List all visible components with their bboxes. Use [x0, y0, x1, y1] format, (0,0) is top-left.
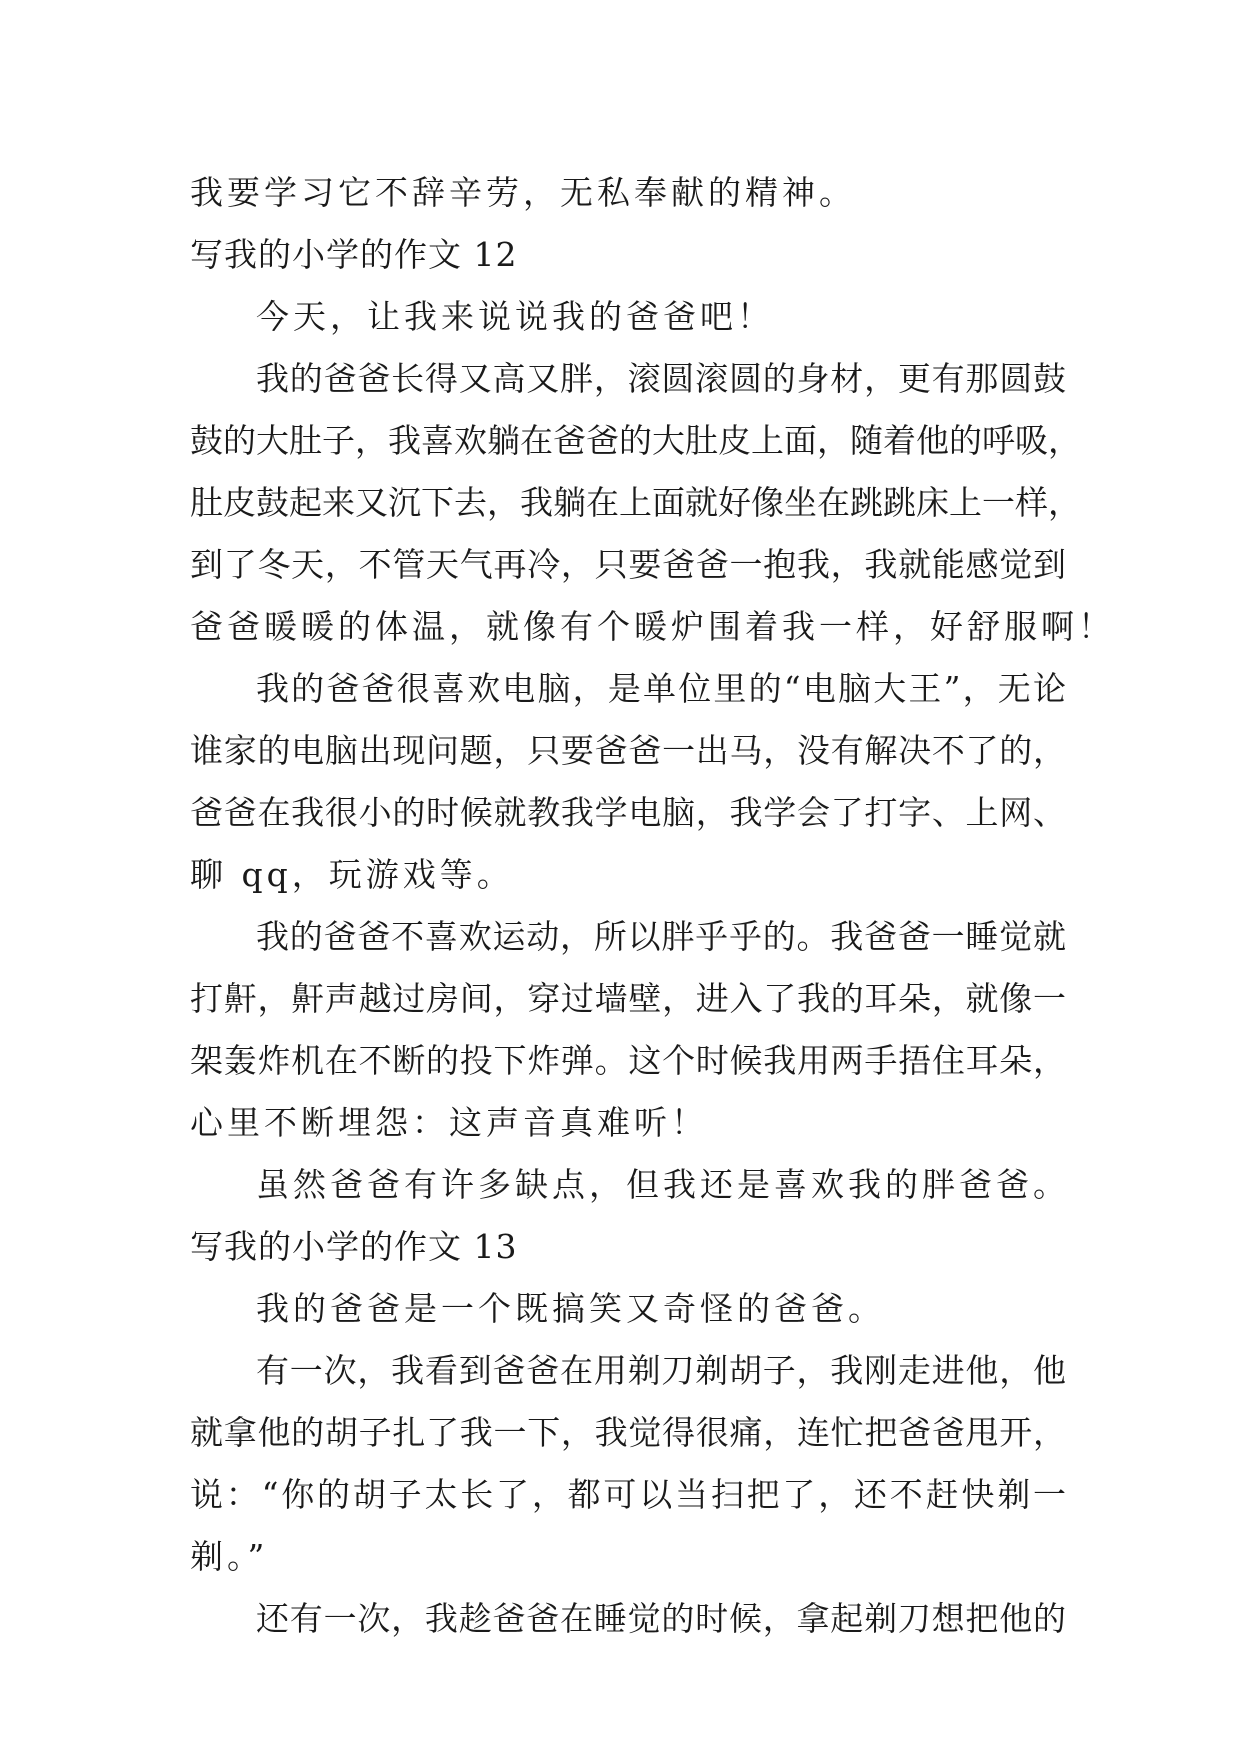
paragraph-line: 虽然爸爸有许多缺点，但我还是喜欢我的胖爸爸。 [256, 1165, 1070, 1204]
paragraph-line: 今天，让我来说说我的爸爸吧！ [256, 297, 774, 336]
paragraph-line: 有一次，我看到爸爸在用剃刀剃胡子，我刚走进他，他 [256, 1351, 1066, 1390]
paragraph-line: 聊 qq，玩游戏等。 [190, 855, 514, 894]
essay-heading: 写我的小学的作文 12 [190, 235, 518, 274]
document-body [190, 162, 1115, 1650]
paragraph-line: 我的爸爸不喜欢运动，所以胖乎乎的。我爸爸一睡觉就 [256, 917, 1066, 956]
paragraph-line: 到了冬天，不管天气再冷，只要爸爸一抱我，我就能感觉到 [190, 545, 1066, 584]
paragraph-line: 剃。” [190, 1537, 269, 1576]
paragraph-line: 架轰炸机在不断的投下炸弹。这个时候我用两手捂住耳朵， [190, 1041, 1066, 1080]
paragraph-line: 说：“你的胡子太长了，都可以当扫把了，还不赶快剃一 [190, 1475, 1066, 1514]
paragraph-line: 鼓的大肚子，我喜欢躺在爸爸的大肚皮上面，随着他的呼吸， [190, 421, 1081, 460]
paragraph-line: 还有一次，我趁爸爸在睡觉的时候，拿起剃刀想把他的 [256, 1599, 1066, 1638]
paragraph-line: 谁家的电脑出现问题，只要爸爸一出马，没有解决不了的， [190, 731, 1066, 770]
paragraph-line: 爸爸暖暖的体温，就像有个暖炉围着我一样，好舒服啊！ [190, 607, 1115, 646]
paragraph-line: 心里不断埋怨：这声音真难听！ [190, 1103, 708, 1142]
essay-heading: 写我的小学的作文 13 [190, 1227, 518, 1266]
paragraph-line: 爸爸在我很小的时候就教我学电脑，我学会了打字、上网、 [190, 793, 1066, 832]
paragraph-line: 我要学习它不辞辛劳，无私奉献的精神。 [190, 173, 856, 212]
paragraph-line: 就拿他的胡子扎了我一下，我觉得很痛，连忙把爸爸甩开， [190, 1413, 1066, 1452]
paragraph-line: 打鼾，鼾声越过房间，穿过墙壁，进入了我的耳朵，就像一 [190, 979, 1066, 1018]
paragraph-line: 我的爸爸很喜欢电脑，是单位里的“电脑大王”，无论 [256, 669, 1066, 708]
paragraph-line: 我的爸爸长得又高又胖，滚圆滚圆的身材，更有那圆鼓 [256, 359, 1066, 398]
paragraph-line: 我的爸爸是一个既搞笑又奇怪的爸爸。 [256, 1289, 885, 1328]
paragraph-line: 肚皮鼓起来又沉下去，我躺在上面就好像坐在跳跳床上一样， [190, 483, 1081, 522]
